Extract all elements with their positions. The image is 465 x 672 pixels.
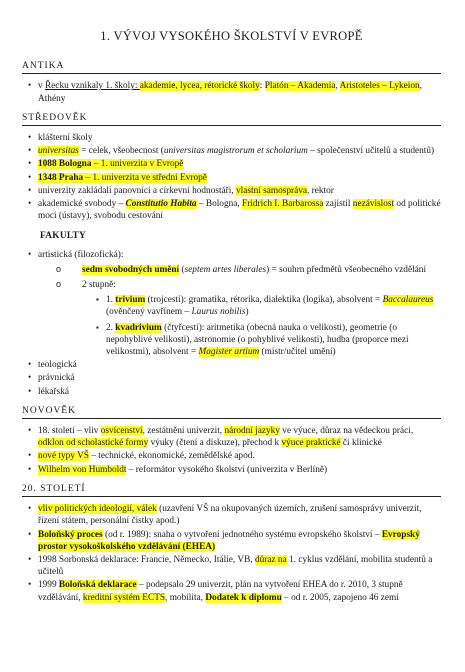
text-span: 1. — [106, 295, 116, 306]
text-span: (čtyřcestí): aritmetika (obecná nauka o velikosti), geometrie (o nepohyblivé velikosti), astronomie (o pohyblivé velikosti), hudba (proporce mezi velikostmi), absolvent = — [106, 322, 409, 358]
section-heading-20-stoleti: 20. STOLETÍ — [22, 483, 441, 497]
list-item — [22, 503, 441, 527]
text-span: (ověnčený vavřínem – — [106, 307, 192, 318]
text-span: 1999 — [38, 580, 59, 591]
highlight-span: vlastní samospráva — [236, 185, 308, 196]
list-item — [22, 185, 441, 197]
highlight-span: trivium — [115, 295, 146, 306]
list-item — [22, 450, 441, 462]
highlight-span: Dodatek k diplomu — [205, 592, 282, 603]
text-span: v — [38, 81, 45, 92]
text-span: univerzity zakládali panovníci a církevní hodnostáři, — [38, 185, 237, 196]
list-item — [22, 80, 441, 104]
list-item — [22, 425, 441, 449]
text-span: 2 stupně: — [82, 280, 116, 291]
text-span: ) = souhrn předmětů všeobecného vzdělání — [266, 264, 427, 275]
highlight-span: akademie, lycea, rétorické školy — [139, 81, 260, 92]
highlight-span: odklon od scholastické formy — [38, 438, 149, 449]
text-span: Řecku vznikaly 1. školy: — [44, 81, 140, 92]
highlight-span: Boloňská deklarace — [58, 580, 137, 591]
highlight-span: universitas — [38, 146, 79, 157]
highlight-span: výuce praktické — [281, 438, 341, 449]
list-item: • právnická — [22, 372, 441, 384]
text-span: Laurus nobilis — [191, 307, 246, 318]
text-span: – technické, ekonomické, zemědělské apod. — [88, 451, 255, 462]
text-span: (uzavření VŠ na okupovaných územích, zrušení samosprávy univerzit, řízení státem, personální čistky apod.) — [38, 504, 422, 527]
text-span: ( — [179, 264, 185, 275]
text-span: , rektor — [307, 185, 334, 196]
text-span: akademické svobody – — [38, 199, 126, 210]
text-span: – Bologna, — [196, 199, 243, 210]
text-span: 18. století – vliv — [38, 426, 101, 437]
text-span: , mobilita, — [165, 592, 206, 603]
highlight-span: kvadrivium — [115, 322, 162, 333]
text-span: 1998 Sorbonská deklarace: Francie, Německo, Itálie, VB, — [38, 554, 255, 565]
highlight-span: důraz na — [254, 554, 287, 565]
text-span: či klinické — [340, 438, 382, 449]
list-item — [22, 554, 441, 578]
highlight-span: Magister artium — [198, 347, 260, 358]
text-span: od politické moci (ústavy), svobodu cestování — [38, 199, 441, 222]
list-item — [22, 198, 441, 222]
list-item — [22, 579, 441, 603]
list-item — [22, 464, 441, 476]
text-span: (trojcestí): gramatika, rétorika, dialektika (logika), absolvent = — [145, 295, 383, 306]
text-span: (od r. 1989): snaha o vytvoření jednotného systému evropského školství – — [102, 529, 382, 540]
highlight-span: 1348 Praha — [38, 172, 84, 183]
novovek-list — [22, 425, 441, 476]
section-heading-stredovek: STŘEDOVĚK — [22, 112, 441, 126]
text-span: , — [335, 81, 340, 92]
list-item — [22, 145, 441, 157]
text-span: : — [259, 81, 265, 92]
highlight-span: Constitutio Habita — [125, 199, 197, 210]
text-span: – společenství učitelů a studentů) — [307, 146, 435, 157]
highlight-span: Boloňský proces — [38, 529, 103, 540]
text-span: ) — [245, 307, 249, 318]
subheading-fakulty: FAKULTY — [40, 231, 87, 242]
highlight-span: nové typy VŠ — [38, 451, 89, 462]
text-span: výuky (čtení a diskuze), přechod k — [148, 438, 282, 449]
highlight-span: – 1. univerzita ve střední Evropě — [83, 172, 207, 183]
text-span: – reformátor vysokého školství (univerzita v Berlíně) — [126, 464, 328, 475]
highlight-span: Wilhelm von Humboldt — [38, 464, 127, 475]
fakulty-list — [22, 249, 441, 398]
list-item — [56, 279, 441, 358]
highlight-span: národní jazyky — [224, 426, 280, 437]
text-span: – od r. 2005, zapojeno 46 zemí — [281, 592, 399, 603]
list-item: • lékařská — [22, 386, 441, 398]
list-item — [22, 172, 441, 184]
list-item — [22, 249, 441, 359]
artisticka-sublist — [56, 264, 441, 358]
page-title: 1. VÝVOJ VYSOKÉHO ŠKOLSTVÍ V EVROPĚ — [100, 29, 363, 43]
highlight-span: 1088 Bologna — [38, 159, 92, 170]
text-span: universitas magistrorum et scholarium — [163, 146, 308, 157]
section-heading-novovek: NOVOVĚK — [22, 405, 441, 419]
highlight-span: Fridrich I. Barbarossa — [242, 199, 324, 210]
highlight-span: vliv politických ideologií, válek — [38, 504, 157, 515]
text-span: , zestátnění univerzit, — [142, 426, 225, 437]
list-item: • teologická — [22, 359, 441, 371]
list-item — [56, 264, 441, 276]
stupne-sublist — [96, 294, 441, 358]
section-heading-antika: ANTIKA — [22, 60, 441, 74]
text-span: (mistr/učitel umění) — [259, 347, 336, 358]
list-item — [96, 322, 441, 359]
text-span: ve výuce, důraz na vědeckou práci, — [279, 426, 414, 437]
antika-list — [22, 80, 441, 104]
list-item: • klášterní školy — [22, 132, 441, 144]
text-span: – podepsalo 29 univerzit, plán na vytvoření EHEA do r. 2010, 3 stupně vzdělávání, — [38, 580, 403, 603]
highlight-span: osvícenství — [100, 426, 143, 437]
text-span: artistická (filozofická): — [38, 249, 124, 260]
list-item — [96, 294, 441, 318]
list-item — [22, 529, 441, 553]
highlight-span: nezávislost — [352, 199, 395, 210]
highlight-span: kreditní systém ECTS — [82, 592, 166, 603]
highlight-span: sedm svobodných umění — [82, 264, 180, 275]
stredovek-list — [22, 132, 441, 222]
text-span: = celek, všeobecnost ( — [78, 146, 164, 157]
stoleti20-list — [22, 503, 441, 604]
text-span: , Athény — [38, 81, 422, 104]
highlight-span: – 1. univerzita v Evropě — [91, 159, 184, 170]
highlight-span: Baccalaureus — [382, 295, 434, 306]
text-span: 1. cyklus vzdělání, mobilita studentů a učitelů — [38, 554, 433, 578]
text-span: zajistil — [323, 199, 353, 210]
text-span: 2. — [106, 322, 116, 333]
highlight-span: Aristoteles – Lykeion — [339, 81, 420, 92]
highlight-span: Evropský prostor vysokoškolského vzdělávání (EHEA) — [38, 529, 420, 552]
text-span: septem artes liberales — [184, 264, 267, 275]
list-item — [22, 158, 441, 170]
highlight-span: Platón – Akademia — [264, 81, 336, 92]
